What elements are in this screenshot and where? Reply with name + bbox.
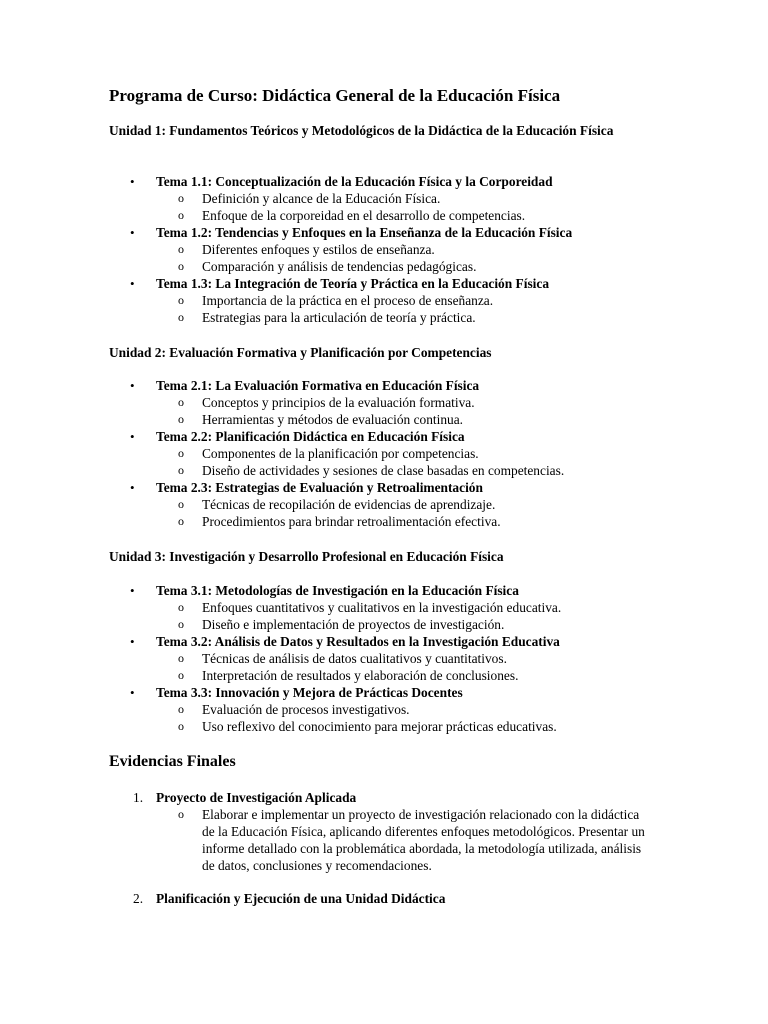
- sub-bullet-icon: o: [178, 310, 184, 324]
- sub-bullet-icon: o: [178, 668, 184, 682]
- sub-bullet-icon: o: [178, 191, 184, 205]
- page-title: Programa de Curso: Didáctica General de la Educación Física: [109, 86, 561, 105]
- evidence-description: Elaborar e implementar un proyecto de investigación relacionado con la didáctica de la Educación Física, aplicando diferentes enfoques metodológicos. Presentar un informe detallado con la problemática abordada, la metodología utilizada, análisis de datos, conclusiones y recomendaciones.: [202, 807, 645, 873]
- list-item: Estrategias para la articulación de teoría y práctica.: [202, 310, 476, 325]
- sub-bullet-icon: o: [178, 600, 184, 614]
- theme-heading: Tema 2.2: Planificación Didáctica en Educación Física: [156, 429, 465, 444]
- bullet-icon: •: [130, 276, 135, 291]
- bullet-icon: •: [130, 429, 135, 444]
- theme-heading: Tema 3.3: Innovación y Mejora de Prácticas Docentes: [156, 685, 463, 700]
- sub-bullet-icon: o: [178, 497, 184, 511]
- bullet-icon: •: [130, 378, 135, 393]
- bullet-icon: •: [130, 225, 135, 240]
- list-item: Conceptos y principios de la evaluación formativa.: [202, 395, 475, 410]
- sub-bullet-icon: o: [178, 412, 184, 426]
- section-heading: Evidencias Finales: [109, 753, 236, 770]
- list-item: Diseño de actividades y sesiones de clase basadas en competencias.: [202, 463, 565, 478]
- list-item: Procedimientos para brindar retroalimentación efectiva.: [202, 514, 501, 529]
- sub-bullet-icon: o: [178, 651, 184, 665]
- bullet-icon: •: [130, 583, 135, 598]
- list-number: 1.: [133, 790, 144, 805]
- unit-heading: Unidad 1: Fundamentos Teóricos y Metodológicos de la Didáctica de la Educación Física: [109, 123, 614, 138]
- list-item: Evaluación de procesos investigativos.: [202, 702, 410, 717]
- list-item: Técnicas de análisis de datos cualitativos y cuantitativos.: [202, 651, 507, 666]
- list-item: Uso reflexivo del conocimiento para mejorar prácticas educativas.: [202, 719, 557, 734]
- sub-bullet-icon: o: [178, 702, 184, 716]
- bullet-icon: •: [130, 634, 135, 649]
- sub-bullet-icon: o: [178, 719, 184, 733]
- list-item: Interpretación de resultados y elaboración de conclusiones.: [202, 668, 519, 683]
- list-item: Componentes de la planificación por competencias.: [202, 446, 479, 461]
- list-item: Herramientas y métodos de evaluación continua.: [202, 412, 464, 427]
- theme-heading: Tema 1.1: Conceptualización de la Educación Física y la Corporeidad: [156, 174, 553, 189]
- theme-heading: Tema 1.2: Tendencias y Enfoques en la Enseñanza de la Educación Física: [156, 225, 573, 240]
- sub-bullet-icon: o: [178, 463, 184, 477]
- sub-bullet-icon: o: [178, 395, 184, 409]
- sub-bullet-icon: o: [178, 293, 184, 307]
- list-number: 2.: [133, 891, 144, 906]
- theme-heading: Tema 1.3: La Integración de Teoría y Práctica en la Educación Física: [156, 276, 550, 291]
- unit-heading: Unidad 2: Evaluación Formativa y Planificación por Competencias: [109, 345, 492, 360]
- list-item: Enfoque de la corporeidad en el desarrollo de competencias.: [202, 208, 526, 223]
- theme-heading: Tema 3.2: Análisis de Datos y Resultados en la Investigación Educativa: [156, 634, 560, 649]
- evidence-heading: Planificación y Ejecución de una Unidad Didáctica: [156, 891, 446, 906]
- theme-heading: Tema 2.1: La Evaluación Formativa en Educación Física: [156, 378, 480, 393]
- list-item: Diferentes enfoques y estilos de enseñanza.: [202, 242, 435, 257]
- sub-bullet-icon: o: [178, 514, 184, 528]
- sub-bullet-icon: o: [178, 208, 184, 222]
- sub-bullet-icon: o: [178, 242, 184, 256]
- list-item: Importancia de la práctica en el proceso de enseñanza.: [202, 293, 494, 308]
- list-item: Comparación y análisis de tendencias pedagógicas.: [202, 259, 477, 274]
- sub-bullet-icon: o: [178, 617, 184, 631]
- list-item: Enfoques cuantitativos y cualitativos en la investigación educativa.: [202, 600, 562, 615]
- list-item: Definición y alcance de la Educación Física.: [202, 191, 441, 206]
- list-item: Diseño e implementación de proyectos de investigación.: [202, 617, 505, 632]
- sub-bullet-icon: o: [178, 259, 184, 273]
- bullet-icon: •: [130, 480, 135, 495]
- sub-bullet-icon: o: [178, 446, 184, 460]
- bullet-icon: •: [130, 174, 135, 189]
- theme-heading: Tema 3.1: Metodologías de Investigación en la Educación Física: [156, 583, 519, 598]
- list-item: Técnicas de recopilación de evidencias de aprendizaje.: [202, 497, 496, 512]
- sub-bullet-icon: o: [178, 807, 184, 821]
- theme-heading: Tema 2.3: Estrategias de Evaluación y Retroalimentación: [156, 480, 483, 495]
- bullet-icon: •: [130, 685, 135, 700]
- unit-heading: Unidad 3: Investigación y Desarrollo Profesional en Educación Física: [109, 549, 504, 564]
- evidence-heading: Proyecto de Investigación Aplicada: [156, 790, 357, 805]
